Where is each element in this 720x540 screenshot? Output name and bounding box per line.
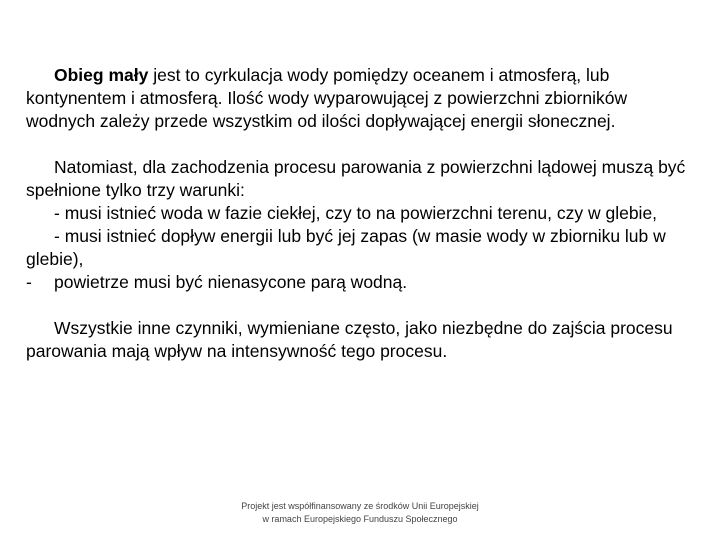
document-body <box>26 64 698 363</box>
condition-item-1: - musi istnieć woda w fazie ciekłej, czy to na powierzchni terenu, czy w glebie, <box>54 203 658 223</box>
bold-term: Obieg mały <box>54 65 149 85</box>
footer-line-1: Projekt jest współfinansowany ze środków Unii Europejskiej <box>241 501 479 511</box>
paragraph-warunki <box>26 156 698 294</box>
paragraph-text: jest to cyrkulacja wody pomiędzy oceanem i atmosferą, lub kontynentem i atmosferą. Ilość wody wyparowującej z powierzchni zbiorników wodnych zależy przede wszystkim od ilości dopływającej energii słonecznej. <box>26 65 628 131</box>
condition-item-3: - powietrze musi być nienasycone parą wodną. <box>26 272 408 292</box>
funding-footer <box>0 500 720 526</box>
list-dash: - <box>26 272 32 292</box>
condition-item-2: - musi istnieć dopływ energii lub być jej zapas (w masie wody w zbiorniku lub w glebie), <box>26 226 666 269</box>
paragraph-intro: Natomiast, dla zachodzenia procesu parowania z powierzchni lądowej muszą być spełnione tylko trzy warunki: <box>26 157 686 200</box>
paragraph-obieg-maly <box>26 64 698 133</box>
paragraph-czynniki: Wszystkie inne czynniki, wymieniane często, jako niezbędne do zajścia procesu parowania mają wpływ na intensywność tego procesu. <box>26 318 673 361</box>
footer-line-2: w ramach Europejskiego Funduszu Społecznego <box>262 514 458 524</box>
